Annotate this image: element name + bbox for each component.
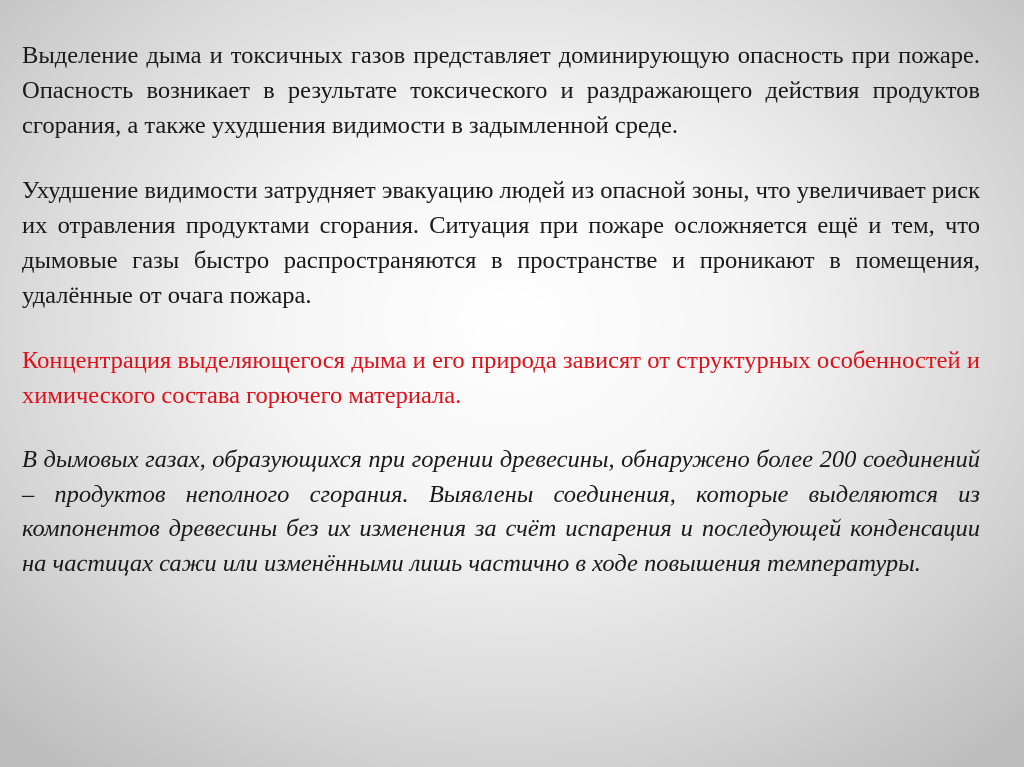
- paragraph-concentration-highlight: Концентрация выделяющегося дыма и его природа зависят от структурных особенностей и химического состава горючего материала.: [22, 347, 980, 409]
- paragraph-smoke-hazard: Выделение дыма и токсичных газов представляет доминирующую опасность при пожаре. Опасность возникает в результате токсического и раздражающего действия продуктов сгорания, а также ухудшения видимости в задымленной среде.: [22, 42, 980, 139]
- paragraph-wood-combustion: В дымовых газах, образующихся при горении древесины, обнаружено более 200 соединений – продуктов неполного сгорания. Выявлены соединения, которые выделяются из компонентов древесины без их изменения за счёт испарения и последующей конденсации на частицах сажи или изменёнными лишь частично в ходе повышения температуры.: [22, 446, 980, 577]
- paragraph-visibility: Ухудшение видимости затрудняет эвакуацию людей из опасной зоны, что увеличивает риск их отравления продуктами сгорания. Ситуация при пожаре осложняется ещё и тем, что дымовые газы быстро распространяются в пространстве и проникают в помещения, удалённые от очага пожара.: [22, 177, 980, 309]
- slide-content: [22, 38, 980, 581]
